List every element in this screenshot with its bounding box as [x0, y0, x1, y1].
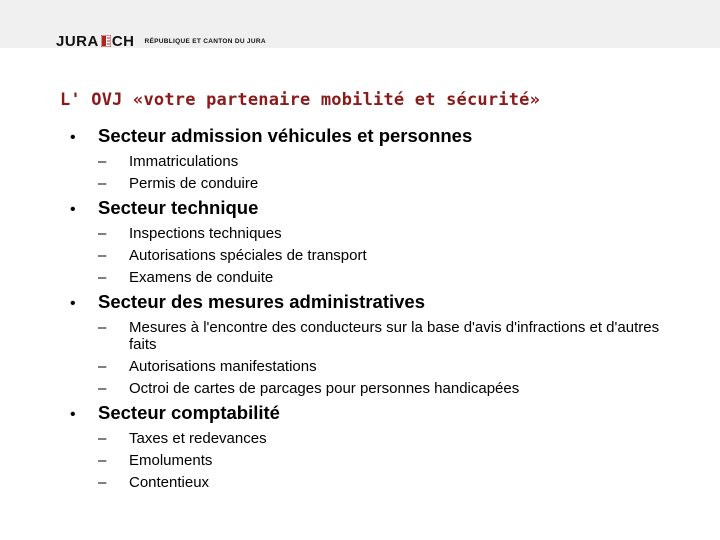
list-item: – Inspections techniques: [70, 225, 690, 242]
list-item: – Taxes et redevances: [70, 430, 690, 447]
dash-icon: –: [98, 474, 107, 491]
section-technique: [70, 197, 690, 286]
list-item: – Mesures à l'encontre des conducteurs sur la base d'avis d'infractions et d'autres faits: [70, 319, 690, 353]
list-item: – Emoluments: [70, 452, 690, 469]
list-item: – Autorisations spéciales de transport: [70, 247, 690, 264]
section-title: Secteur des mesures administratives: [98, 291, 425, 312]
bullet-icon: •: [70, 295, 76, 312]
section-title: Secteur admission véhicules et personnes: [98, 125, 473, 146]
list-item: – Octroi de cartes de parcages pour personnes handicapées: [70, 380, 690, 397]
section-comptabilite: [70, 402, 690, 491]
dash-icon: –: [98, 358, 107, 375]
logo-jura-text: JURA: [56, 32, 99, 50]
bullet-icon: •: [70, 406, 76, 423]
dash-icon: –: [98, 380, 107, 397]
jura-logo: [56, 33, 266, 49]
jura-crozier-icon: [101, 35, 111, 47]
dash-icon: –: [98, 319, 107, 336]
list-item: – Autorisations manifestations: [70, 358, 690, 375]
logo-ch-text: CH: [111, 32, 135, 50]
section-mesures: [70, 291, 690, 397]
list-item: – Immatriculations: [70, 153, 690, 170]
dash-icon: –: [98, 175, 107, 192]
slide-title: L' OVJ «votre partenaire mobilité et sécurité»: [60, 90, 541, 110]
list-item: – Examens de conduite: [70, 269, 690, 286]
slide-content: [70, 125, 690, 496]
logo-subtitle: RÉPUBLIQUE ET CANTON DU JURA: [144, 37, 266, 45]
dash-icon: –: [98, 430, 107, 447]
dash-icon: –: [98, 153, 107, 170]
dash-icon: –: [98, 247, 107, 264]
section-title: Secteur comptabilité: [98, 402, 280, 423]
bullet-icon: •: [70, 201, 76, 218]
list-item: – Permis de conduire: [70, 175, 690, 192]
dash-icon: –: [98, 225, 107, 242]
list-item: – Contentieux: [70, 474, 690, 491]
dash-icon: –: [98, 452, 107, 469]
section-admission: [70, 125, 690, 192]
section-title: Secteur technique: [98, 197, 259, 218]
bullet-icon: •: [70, 129, 76, 146]
dash-icon: –: [98, 269, 107, 286]
